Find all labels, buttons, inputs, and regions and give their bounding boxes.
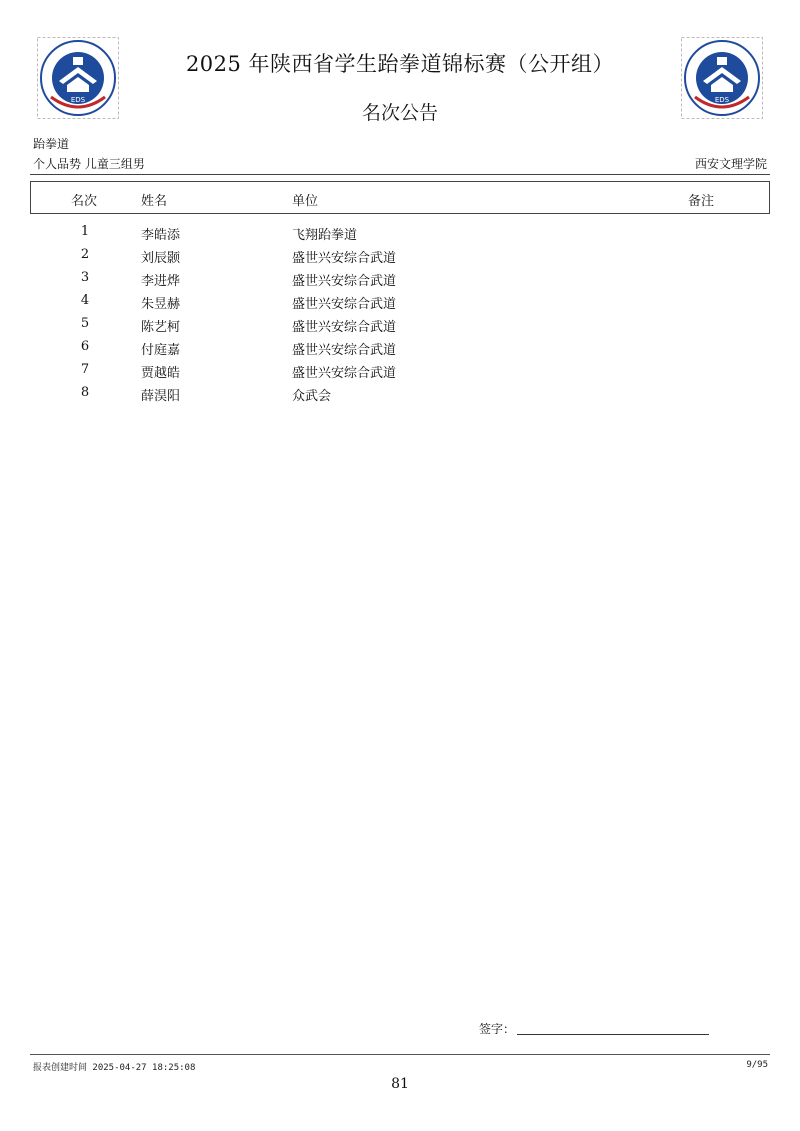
rank-cell: 8 [80, 385, 90, 400]
table-row [30, 221, 770, 244]
svg-text:EDS: EDS [70, 96, 86, 104]
signature-label: 签字： [479, 1022, 516, 1036]
page-counter: 9/95 [746, 1060, 768, 1070]
rank-cell: 1 [80, 224, 90, 239]
name-cell: 李进烨 [141, 274, 181, 289]
document-subtitle: 名次公告 [361, 102, 438, 124]
name-cell: 贾越皓 [141, 366, 181, 381]
header-divider [30, 174, 770, 175]
event-label: 个人品势 儿童三组男 [33, 157, 145, 171]
unit-cell: 众武会 [292, 389, 332, 404]
column-header-unit: 单位 [292, 194, 319, 209]
name-cell: 刘辰颢 [141, 251, 181, 266]
table-row [30, 267, 770, 290]
rank-cell: 5 [80, 316, 90, 331]
name-cell: 朱昱赫 [141, 297, 181, 312]
page-number: 81 [391, 1076, 409, 1092]
unit-cell: 盛世兴安综合武道 [292, 297, 397, 312]
name-cell: 李皓添 [141, 228, 181, 243]
footer-divider [30, 1054, 770, 1055]
unit-cell: 盛世兴安综合武道 [292, 366, 397, 381]
report-created-time: 报表创建时间 2025-04-27 18:25:08 [33, 1063, 196, 1073]
table-row [30, 244, 770, 267]
rank-cell: 6 [80, 339, 90, 354]
table-row [30, 359, 770, 382]
signature-line [517, 1034, 709, 1035]
table-row [30, 313, 770, 336]
table-header [30, 181, 770, 214]
name-cell: 薛淏阳 [141, 389, 181, 404]
table-row [30, 336, 770, 359]
rank-cell: 4 [80, 293, 90, 308]
unit-cell: 盛世兴安综合武道 [292, 251, 397, 266]
unit-cell: 飞翔跆拳道 [292, 228, 358, 243]
sport-label: 跆拳道 [33, 137, 70, 151]
column-header-name: 姓名 [141, 194, 168, 209]
unit-cell: 盛世兴安综合武道 [292, 343, 397, 358]
results-table-body [30, 221, 770, 405]
rank-cell: 7 [80, 362, 90, 377]
table-row [30, 290, 770, 313]
unit-cell: 盛世兴安综合武道 [292, 320, 397, 335]
name-cell: 陈艺柯 [141, 320, 181, 335]
name-cell: 付庭嘉 [141, 343, 181, 358]
column-header-rank: 名次 [71, 194, 98, 209]
rank-cell: 2 [80, 247, 90, 262]
table-row [30, 382, 770, 405]
svg-text:EDS: EDS [714, 96, 730, 104]
host-label: 西安文理学院 [694, 157, 767, 171]
rank-cell: 3 [80, 270, 90, 285]
unit-cell: 盛世兴安综合武道 [292, 274, 397, 289]
column-header-note: 备注 [688, 194, 715, 209]
document-title: 2025 年陕西省学生跆拳道锦标赛（公开组） [185, 52, 615, 76]
